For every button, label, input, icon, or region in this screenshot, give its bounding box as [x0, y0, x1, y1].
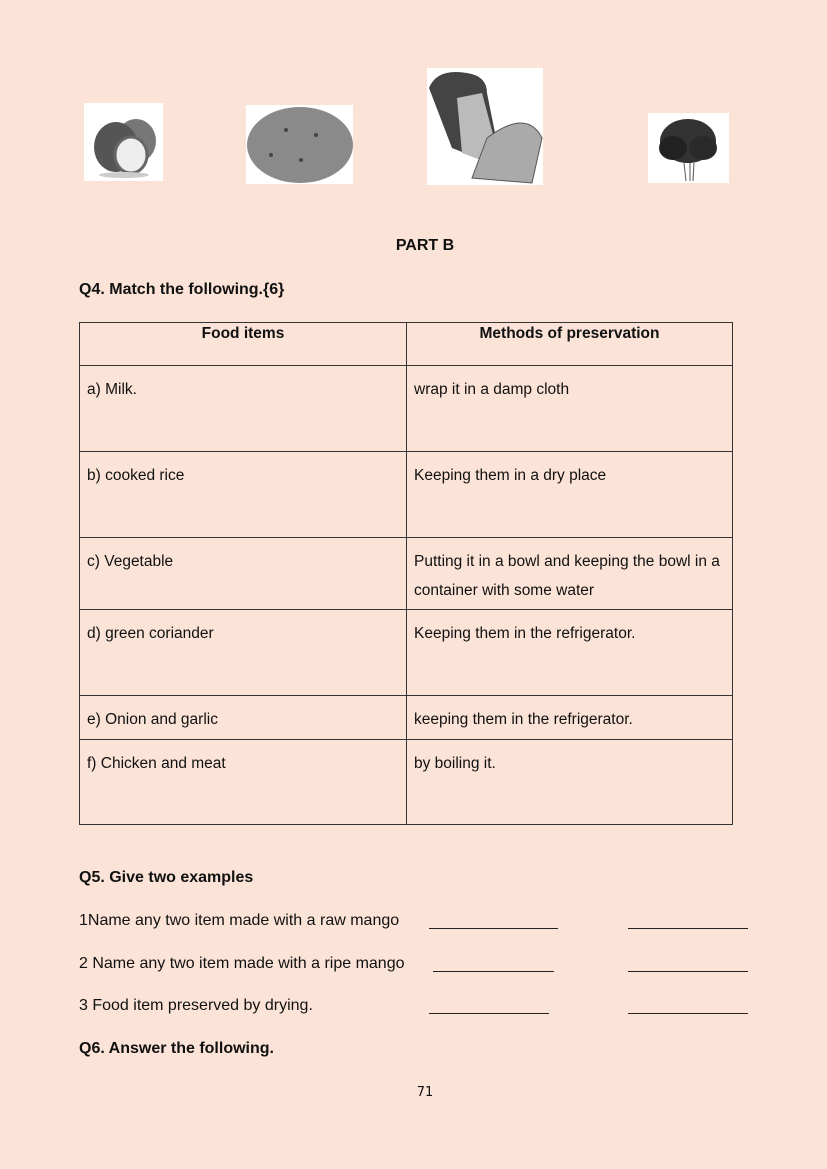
table-row: [80, 538, 733, 610]
food-cell: d) green coriander: [80, 610, 407, 696]
header-food-items: Food items: [80, 323, 407, 366]
table-row: [80, 452, 733, 538]
table-row: [80, 696, 733, 740]
table-row: [80, 740, 733, 825]
answer-blank[interactable]: [429, 928, 558, 929]
answer-blank[interactable]: [628, 928, 748, 929]
q6-title: Q6. Answer the following.: [79, 1040, 274, 1057]
q5-item-1: 1Name any two item made with a raw mango: [79, 912, 400, 929]
method-cell: Keeping them in the refrigerator.: [407, 610, 733, 696]
answer-blank[interactable]: [429, 1013, 549, 1014]
page-number: 71: [416, 1085, 434, 1100]
spinach-icon: [648, 113, 729, 183]
part-title: PART B: [395, 237, 455, 254]
food-cell: f) Chicken and meat: [80, 740, 407, 825]
q5-title: Q5. Give two examples: [79, 869, 254, 886]
food-cell: a) Milk.: [80, 366, 407, 452]
potato-icon: [246, 105, 353, 184]
method-cell: keeping them in the refrigerator.: [407, 696, 733, 740]
onion-icon: [84, 103, 163, 181]
q5-item-2: 2 Name any two item made with a ripe mango: [79, 955, 405, 972]
method-cell: by boiling it.: [407, 740, 733, 825]
answer-blank[interactable]: [433, 971, 554, 972]
q4-title: Q4. Match the following.{6}: [79, 281, 285, 298]
match-table: [79, 322, 733, 825]
food-cell: e) Onion and garlic: [80, 696, 407, 740]
method-cell: Keeping them in a dry place: [407, 452, 733, 538]
answer-blank[interactable]: [628, 1013, 748, 1014]
answer-blank[interactable]: [628, 971, 748, 972]
header-methods: Methods of preservation: [407, 323, 733, 366]
food-cell: c) Vegetable: [80, 538, 407, 610]
method-cell: Putting it in a bowl and keeping the bowl in a container with some water: [407, 538, 733, 610]
q5-item-3: 3 Food item preserved by drying.: [79, 997, 313, 1014]
food-cell: b) cooked rice: [80, 452, 407, 538]
bread-icon: [427, 68, 543, 185]
method-cell: wrap it in a damp cloth: [407, 366, 733, 452]
table-row: [80, 610, 733, 696]
table-row: [80, 366, 733, 452]
